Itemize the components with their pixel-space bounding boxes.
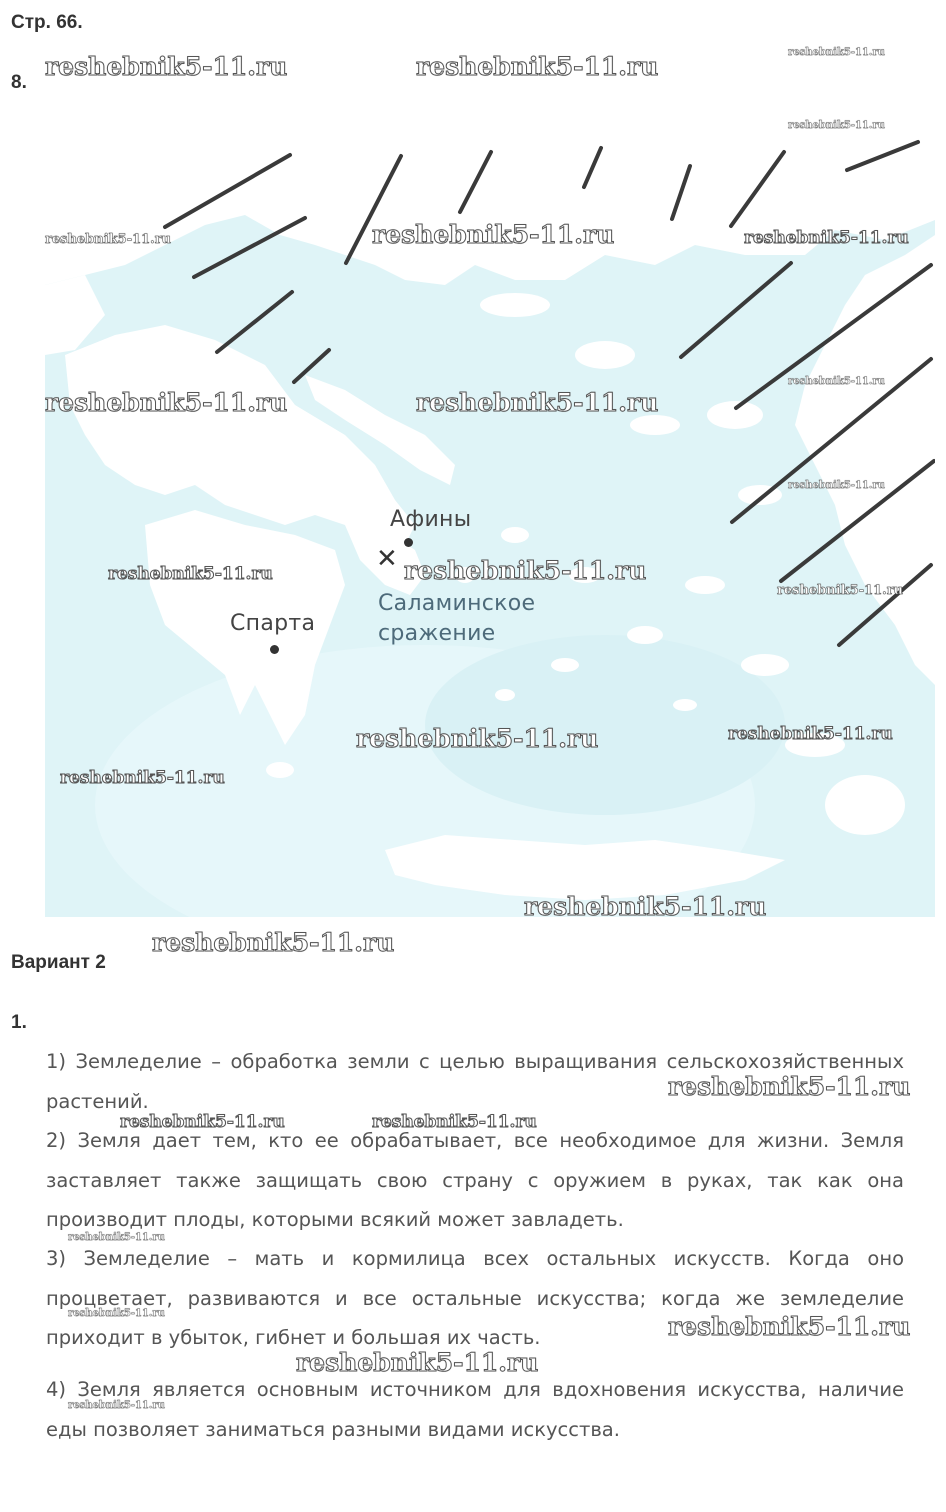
battle-cross-icon: ✕ (376, 544, 398, 574)
watermark: reshebnik5-11.ru (668, 1312, 911, 1341)
answer-paragraph: 4) Земля является основным источником для вдохновения искусства, наличие еды позволяет заниматься разными видами искусства. (46, 1378, 904, 1441)
watermark: reshebnik5-11.ru (108, 564, 273, 584)
page-heading: Стр. 66. (11, 12, 83, 33)
watermark: reshebnik5-11.ru (45, 52, 288, 81)
watermark: reshebnik5-11.ru (68, 1400, 165, 1411)
answer-paragraph: 3) Земледелие – мать и кормилица всех остальных искусств. Когда оно процветает, развиваются и все остальные искусства; когда же земледелие приходит в убыток, гибнет и большая их часть. (46, 1247, 904, 1349)
watermark: reshebnik5-11.ru (296, 1348, 539, 1377)
map-graphic (45, 105, 935, 917)
watermark: reshebnik5-11.ru (152, 928, 395, 957)
watermark: reshebnik5-11.ru (120, 1112, 285, 1132)
answer-paragraph: 2) Земля дает тем, кто ее обрабатывает, все необходимое для жизни. Земля заставляет также защищать свою страну с оружием в руках, так как она производит плоды, которыми всякий может завладеть. (46, 1129, 904, 1231)
watermark: reshebnik5-11.ru (744, 228, 909, 248)
watermark: reshebnik5-11.ru (372, 1112, 537, 1132)
watermark: reshebnik5-11.ru (416, 52, 659, 81)
watermark: reshebnik5-11.ru (356, 724, 599, 753)
watermark: reshebnik5-11.ru (45, 388, 288, 417)
variant-task-number: 1. (11, 1012, 27, 1033)
watermark: reshebnik5-11.ru (788, 376, 885, 387)
watermark: reshebnik5-11.ru (788, 47, 885, 58)
watermark: reshebnik5-11.ru (728, 724, 893, 744)
variant-title: Вариант 2 (11, 952, 106, 973)
watermark: reshebnik5-11.ru (788, 480, 885, 491)
watermark: reshebnik5-11.ru (45, 232, 172, 247)
task-number: 8. (11, 72, 27, 93)
city-dot-icon (404, 538, 413, 547)
watermark: reshebnik5-11.ru (668, 1072, 911, 1101)
watermark: reshebnik5-11.ru (524, 892, 767, 921)
watermark: reshebnik5-11.ru (372, 220, 615, 249)
battle-label-line2: сражение (378, 621, 496, 646)
sparta-label: Спарта (230, 611, 316, 636)
answer-paragraph: 1) Земледелие – обработка земли с целью выращивания сельскохозяйственных растений. (46, 1050, 904, 1113)
watermark: reshebnik5-11.ru (68, 1232, 165, 1243)
athens-label: Афины (390, 507, 472, 532)
watermark: reshebnik5-11.ru (777, 583, 904, 598)
battle-label-line1: Саламинское (378, 591, 536, 616)
watermark: reshebnik5-11.ru (68, 1308, 165, 1319)
city-dot-icon (270, 645, 279, 654)
watermark: reshebnik5-11.ru (404, 556, 647, 585)
watermark: reshebnik5-11.ru (788, 120, 885, 131)
watermark: reshebnik5-11.ru (60, 768, 225, 788)
greece-map (45, 105, 935, 917)
watermark: reshebnik5-11.ru (416, 388, 659, 417)
